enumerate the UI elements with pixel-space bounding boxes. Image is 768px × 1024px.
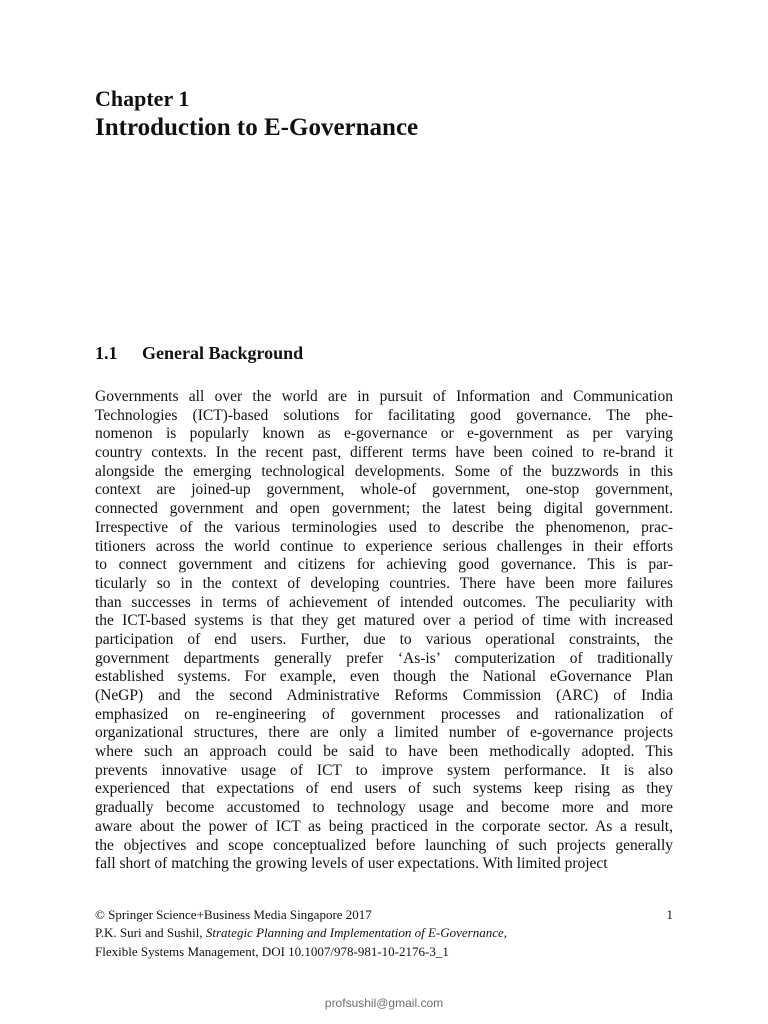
body-line: connected government and open government; the latest being digital government.: [95, 500, 673, 518]
body-line: the ICT-based systems is that they get matured over a period of time with increased: [95, 612, 673, 630]
body-paragraph: [95, 388, 673, 874]
book-title-suffix: ,: [503, 925, 507, 941]
section-heading: [95, 342, 303, 364]
body-line: nomenon is popularly known as e-governance or e-government as per varying: [95, 425, 673, 443]
body-line: country contexts. In the recent past, different terms have been coined to re-brand it: [95, 444, 673, 462]
page-number: 1: [666, 907, 673, 922]
body-line: context are joined-up government, whole-of government, one-stop government,: [95, 481, 673, 499]
body-line: the objectives and scope conceptualized before launching of such projects generally: [95, 836, 673, 854]
footnote-block: [95, 906, 673, 961]
body-line: established systems. For example, even though the National eGovernance Plan: [95, 668, 673, 686]
chapter-title: Introduction to E-Governance: [95, 114, 419, 141]
body-line: than successes in terms of achievement of intended outcomes. The peculiarity with: [95, 593, 673, 611]
book-title: Strategic Planning and Implementation of E-Governance: [205, 925, 504, 941]
copyright-line: © Springer Science+Business Media Singapore 2017: [95, 907, 372, 922]
section-number: 1.1: [95, 343, 118, 363]
body-line: (NeGP) and the second Administrative Reforms Commission (ARC) of India: [95, 687, 673, 704]
section-title: General Background: [142, 343, 304, 363]
body-line: aware about the power of ICT as being practiced in the corporate sector. As a result,: [95, 817, 673, 835]
body-line: titioners across the world continue to experience serious challenges in their efforts: [95, 537, 673, 555]
body-line: gradually become accustomed to technology usage and become more and more: [95, 799, 673, 817]
body-line: government departments generally prefer ‘As-is’ computerization of traditionally: [95, 649, 673, 667]
body-line: alongside the emerging technological developments. Some of the buzzwords in this: [95, 462, 673, 480]
body-line: experienced that expectations of end users of such systems keep rising as they: [95, 780, 673, 798]
body-line: Irrespective of the various terminologies used to describe the phenomenon, prac-: [95, 518, 673, 536]
watermark-email: profsushil@gmail.com: [324, 996, 444, 1010]
citation-line: [95, 924, 673, 942]
body-line: to connect government and citizens for achieving good governance. This is par-: [95, 556, 673, 574]
body-line: Governments all over the world are in pursuit of Information and Communication: [95, 388, 673, 405]
citation-authors: P.K. Suri and Sushil,: [95, 925, 206, 941]
body-line: ticularly so in the context of developing countries. There have been more failures: [95, 574, 673, 592]
body-line: participation of end users. Further, due to various operational constraints, the: [95, 630, 673, 648]
body-line: Technologies (ICT)-based solutions for facilitating good governance. The phe-: [95, 406, 673, 424]
body-line: emphasized on re-engineering of government processes and rationalization of: [95, 705, 673, 723]
series-doi-line: Flexible Systems Management, DOI 10.1007/978-981-10-2176-3_1: [95, 943, 449, 959]
body-line: organizational structures, there are only a limited number of e-governance projects: [95, 724, 673, 742]
chapter-label: Chapter 1: [95, 86, 190, 111]
body-line: fall short of matching the growing levels of user expectations. With limited project: [95, 855, 608, 873]
body-line: where such an approach could be said to have been methodically adopted. This: [95, 743, 673, 761]
body-line: prevents innovative usage of ICT to improve system performance. It is also: [95, 761, 673, 779]
